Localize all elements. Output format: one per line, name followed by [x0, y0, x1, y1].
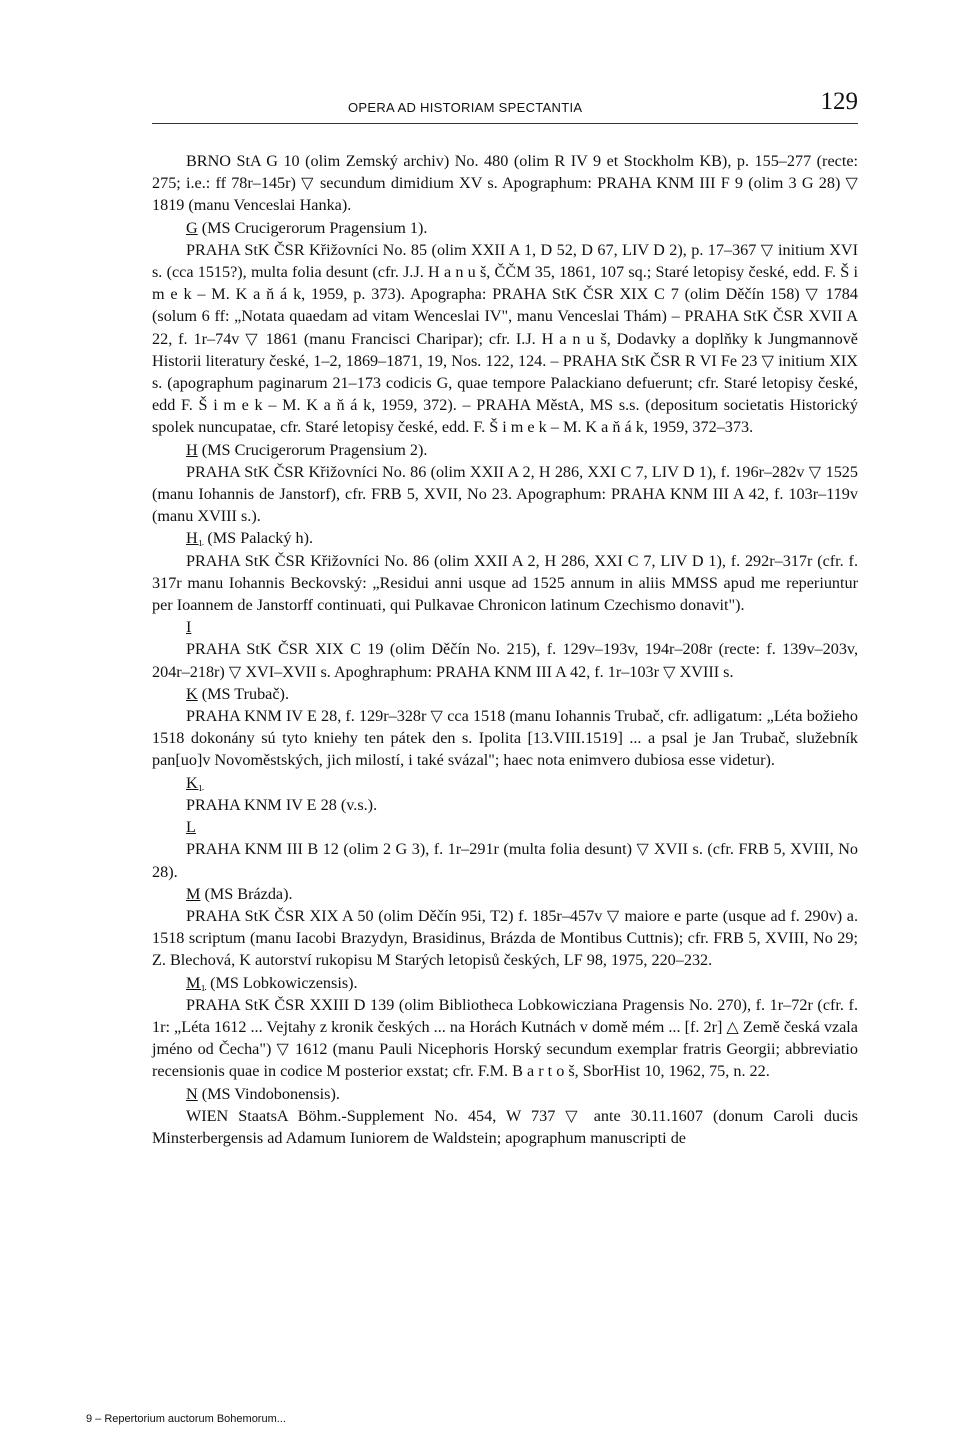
siglum: N: [186, 1084, 198, 1103]
paragraph: PRAHA StK ČSR Křižovníci No. 86 (olim XXII A 2, H 286, XXI C 7, LIV D 1), f. 196r–282v ▽ 1525 (manu Iohannis de Janstorf), cfr. FRB 5, XVII, No 23. Apographum: PRAHA KNM III A 42, f. 103r–119v (manu XVIII s.).: [152, 462, 858, 526]
siglum-label: (MS Crucigerorum Pragensium 2).: [197, 440, 428, 459]
siglum-heading: [152, 527, 858, 549]
running-head: OPERA AD HISTORIAM SPECTANTIA: [348, 100, 583, 115]
page-number: 129: [820, 88, 858, 115]
paragraph: PRAHA StK ČSR XXIII D 139 (olim Bibliotheca Lobkowicziana Pragensis No. 270), f. 1r–72r (cfr. f. 1r: „Léta 1612 ... Vejtahy z kronik českých ... na Horách Kutnách v domě mém ... [f. 2r] △ Země česká vzala jméno od Čecha") ▽ 1612 (manu Pauli Nicephoris Horský secundum exemplar fratris Georgii; abbreviatio recensionis quae in codice M posterior exstat; cfr. F.M. B a r t o š, SborHist 10, 1962, 75, n. 22.: [152, 995, 858, 1081]
siglum-heading: [152, 439, 858, 461]
siglum: M: [186, 884, 201, 903]
siglum: H₁: [186, 529, 204, 548]
signature-mark: 9 – Repertorium auctorum Bohemorum...: [86, 1413, 286, 1425]
paragraph: PRAHA StK ČSR XIX A 50 (olim Děčín 95i, T2) f. 185r–457v ▽ maiore e parte (usque ad f. 290v) a. 1518 scriptum (manu Iacobi Brazydyn, Brasidinus, Brázda de Montibus Cuttnis); cfr. FRB 5, XVIII, No 29; Z. Blechová, K autorství rukopisu M Starých letopisů českých, LF 98, 1975, 220–232.: [152, 906, 858, 970]
header-rule: [152, 123, 858, 124]
siglum-label: (MS Trubač).: [197, 684, 289, 703]
siglum-heading: [152, 1083, 858, 1105]
siglum: G: [186, 218, 198, 237]
paragraph: PRAHA StK ČSR Křižovníci No. 85 (olim XXII A 1, D 52, D 67, LIV D 2), p. 17–367 ▽ initium XVI s. (cca 1515?), multa folia desunt (cfr. J.J. H a n u š, ČČM 35, 1861, 107 sq.; Staré letopisy české, edd. F. Š i m e k – M. K a ň á k, 1959, p. 373). Apographa: PRAHA StK ČSR XIX C 7 (olim Děčín 158) ▽ 1784 (solum 6 ff: „Notata quaedam ad vitam Wenceslai IV", manu Venceslai Thám) – PRAHA StK ČSR XVII A 22, f. 1r–74v ▽ 1861 (manu Francisci Charipar); cfr. I.J. H a n u š, Dodavky a doplňky k Jungmannově Historii literatury české, 1–2, 1869–1871, 19, Nos. 122, 124. – PRAHA StK ČSR R VI Fe 23 ▽ initium XIX s. (apographum paginarum 21–173 codicis G, quae tempore Palackiano defuerunt; cfr. Staré letopisy české, edd F. Š i m e k – M. K a ň á k, 1959, 372). – PRAHA MěstA, MS s.s. (depositum societatis Historický spolek nuncupatae, cfr. Staré letopisy české, edd. F. Š i m e k – M. K a ň á k, 1959, 372–373.: [152, 240, 858, 437]
paragraph: PRAHA KNM IV E 28, f. 129r–328r ▽ cca 1518 (manu Iohannis Trubač, cfr. adligatum: „Léta božieho 1518 dokonány sú tyto kniehy ten pátek den s. Ipolita [13.VIII.1519] ... a psal je Jan Trubač, služebník pan[uo]v Novoměstských, jich milostí, i také svázal"; haec nota enimvero dubiosa esse videtur).: [152, 707, 858, 770]
siglum-heading: [152, 816, 858, 838]
page-header: [152, 88, 858, 124]
paragraph: PRAHA StK ČSR Křižovníci No. 86 (olim XXII A 2, H 286, XXI C 7, LIV D 1), f. 292r–317r (cfr. f. 317r manu Iohannis Beckovský: „Residui anni usque ad 1525 annum in aliis MMSS apud me reperiuntur per Ioannem de Janstorff continuati, qui Pulkavae Chronicon latinum Czechismo donavit").: [152, 551, 858, 615]
siglum-heading: [152, 616, 858, 638]
paragraph: PRAHA KNM III B 12 (olim 2 G 3), f. 1r–291r (multa folia desunt) ▽ XVII s. (cfr. FRB 5, XVIII, No 28).: [152, 840, 858, 881]
body-text: [152, 150, 858, 1149]
siglum: K₁: [186, 773, 204, 792]
paragraph: BRNO StA G 10 (olim Zemský archiv) No. 480 (olim R IV 9 et Stockholm KB), p. 155–277 (recte: 275; i.e.: ff 78r–145r) ▽ secundum dimidium XV s. Apographum: PRAHA KNM III F 9 (olim 3 G 28) ▽ 1819 (manu Venceslai Hanka).: [152, 152, 858, 215]
siglum-label: (MS Crucigerorum Pragensium 1).: [197, 218, 428, 237]
siglum-label: (MS Vindobonensis).: [197, 1084, 340, 1103]
siglum-label: (MS Brázda).: [200, 884, 293, 903]
siglum-heading: [152, 217, 858, 239]
siglum: I: [186, 618, 192, 637]
paragraph: WIEN StaatsA Böhm.-Supplement No. 454, W 737 ▽ ante 30.11.1607 (donum Caroli ducis Minsterbergensis ad Adamum Iuniorem de Waldstein; apographum manuscripti de: [152, 1106, 858, 1147]
siglum: L: [186, 818, 196, 837]
siglum-heading: [152, 772, 858, 794]
siglum: M₁: [186, 973, 207, 992]
siglum: K: [186, 684, 198, 703]
siglum-heading: [152, 972, 858, 994]
paragraph: PRAHA KNM IV E 28 (v.s.).: [186, 795, 378, 814]
siglum-label: (MS Palacký h).: [203, 529, 314, 548]
siglum-heading: [152, 683, 858, 705]
paragraph: PRAHA StK ČSR XIX C 19 (olim Děčín No. 215), f. 129v–193v, 194r–208r (recte: f. 139v–203v, 204r–218r) ▽ XVI–XVII s. Apoghraphum: PRAHA KNM III A 42, f. 1r–103r ▽ XVIII s.: [152, 640, 858, 681]
siglum-heading: [152, 883, 858, 905]
siglum: H: [186, 440, 198, 459]
siglum-label: (MS Lobkowiczensis).: [206, 973, 358, 992]
